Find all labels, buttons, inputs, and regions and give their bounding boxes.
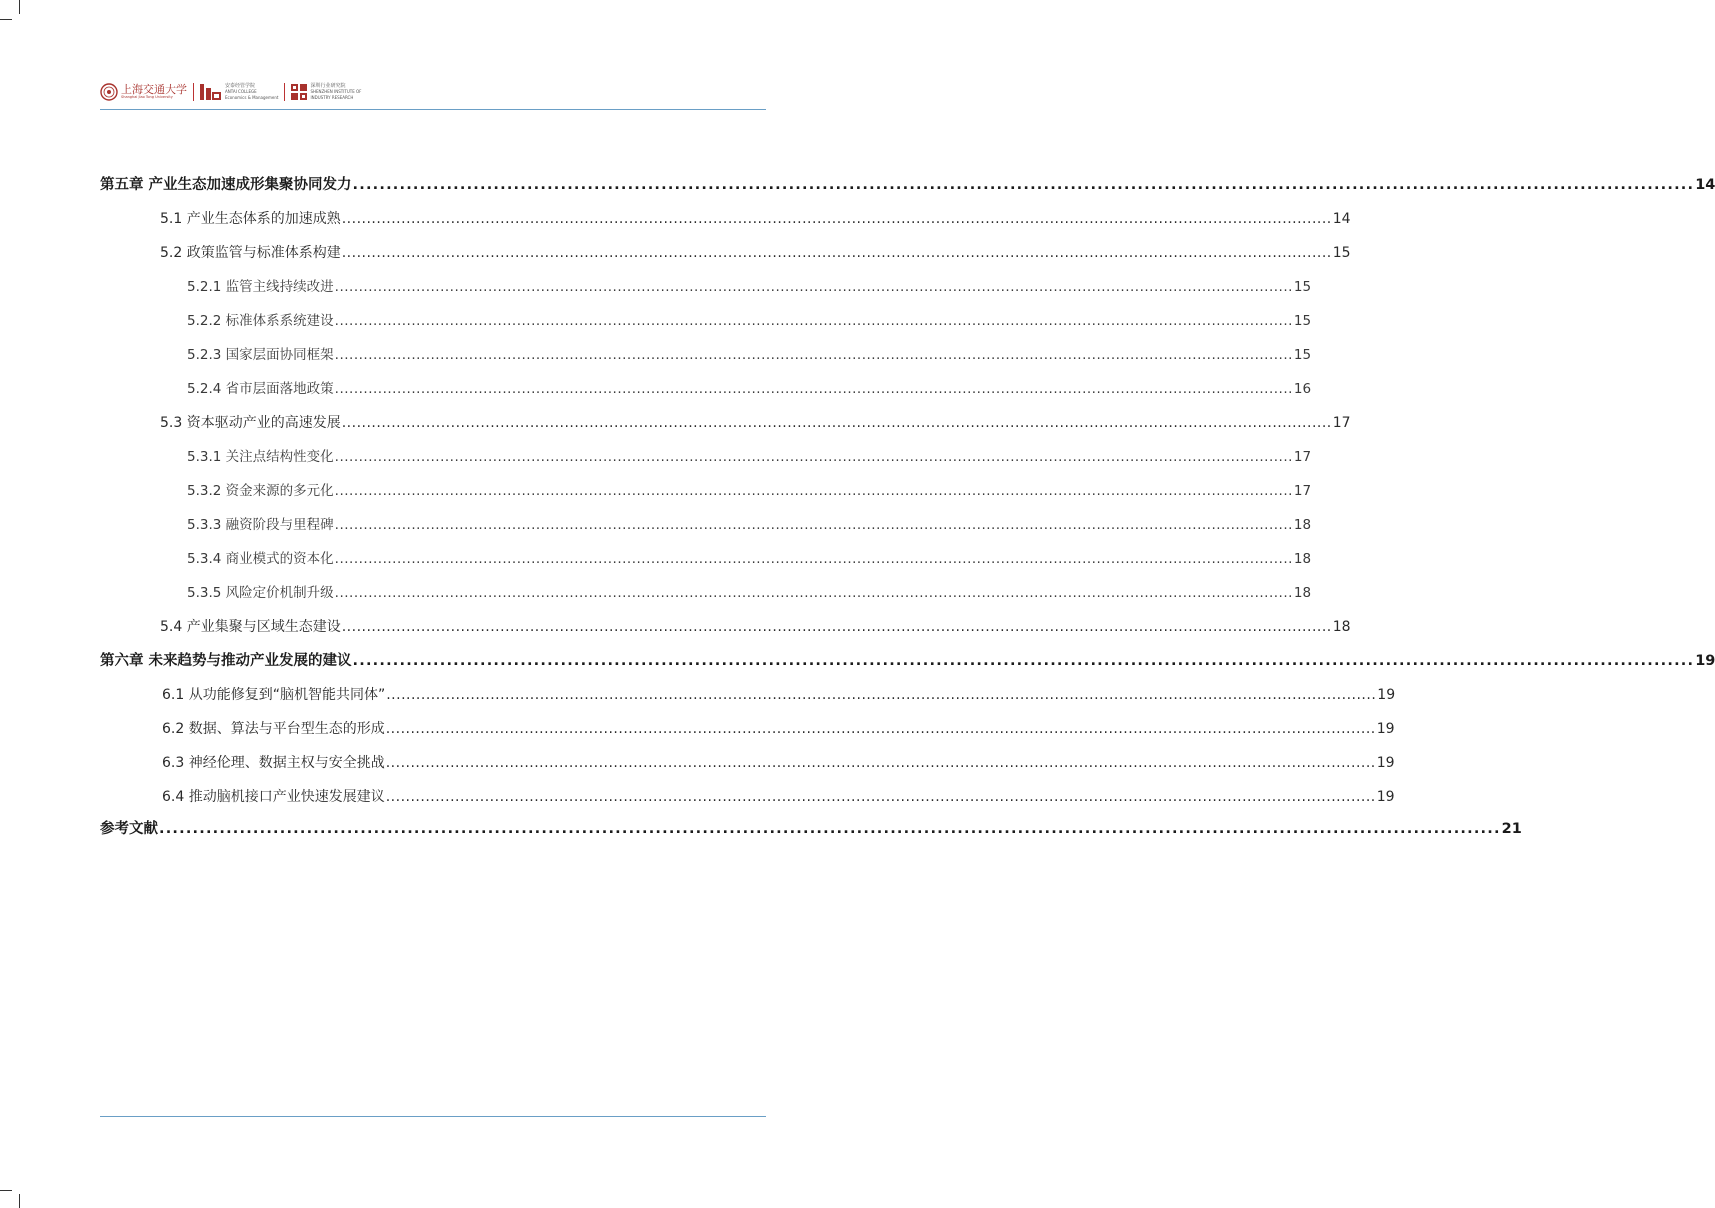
institute-name: 深圳行业研究院 (310, 82, 346, 89)
toc-entry-5-3[interactable] (160, 413, 1351, 433)
institute-logo (291, 83, 361, 101)
antai-logo (200, 83, 278, 101)
toc-leader-dots: ........................................................................................................................................................................................................ (341, 245, 1332, 261)
toc-entry-page: 16 (1293, 381, 1312, 397)
antai-name-en: ANTAI COLLEGE (225, 89, 257, 95)
toc-leader-dots: ........................................................................................................................................................................................................ (352, 177, 1695, 193)
toc-leader-dots: ........................................................................................................................................................................................................ (386, 687, 1377, 703)
toc-entry-label: 第五章 产业生态加速成形集聚协同发力 (100, 177, 352, 193)
toc-entry-5-2-4[interactable] (187, 379, 1312, 399)
toc-leader-dots: ........................................................................................................................................................................................................ (159, 821, 1501, 837)
toc-leader-dots: ........................................................................................................................................................................................................ (385, 755, 1376, 771)
toc-entry-5-2-3[interactable] (187, 345, 1312, 365)
sjtu-emblem-icon (100, 83, 118, 101)
footer-rule (100, 1116, 766, 1117)
toc-entry-label: 5.3 资本驱动产业的高速发展 (160, 415, 341, 431)
toc-entry-page: 14 (1695, 177, 1715, 193)
toc-entry-5-3-4[interactable] (187, 549, 1312, 569)
toc-leader-dots: ........................................................................................................................................................................................................ (334, 279, 1293, 295)
toc-entry-6-1[interactable] (162, 685, 1396, 705)
antai-name: 安泰经管学院 (225, 82, 256, 89)
toc-entry-label: 5.3.5 风险定价机制升级 (187, 585, 334, 601)
sjtu-name: 上海交通大学 (121, 83, 187, 97)
toc-entry-page: 19 (1376, 789, 1395, 805)
toc-entry-6-4[interactable] (162, 787, 1395, 807)
toc-entry-5-2-1[interactable] (187, 277, 1312, 297)
toc-entry-page: 18 (1293, 585, 1312, 601)
toc-entry-6-2[interactable] (162, 719, 1395, 739)
header-rule (100, 109, 766, 110)
toc-entry-label: 5.2.4 省市层面落地政策 (187, 381, 334, 397)
toc-entry-page: 15 (1293, 347, 1312, 363)
toc-leader-dots: ........................................................................................................................................................................................................ (334, 585, 1293, 601)
toc-entry-label: 参考文献 (100, 821, 158, 837)
toc-entry-page: 19 (1695, 653, 1715, 669)
sjtu-logo (100, 83, 187, 101)
crop-mark (0, 1190, 12, 1191)
header-logos (100, 80, 361, 104)
institute-logo-icon (291, 83, 307, 101)
toc-entry-label: 5.4 产业集聚与区域生态建设 (160, 619, 341, 635)
toc-entry-5-3-5[interactable] (187, 583, 1312, 603)
toc-entry-page: 17 (1332, 415, 1351, 431)
toc-leader-dots: ........................................................................................................................................................................................................ (334, 313, 1293, 329)
toc-entry-label: 5.3.2 资金来源的多元化 (187, 483, 334, 499)
toc-leader-dots: ........................................................................................................................................................................................................ (334, 347, 1293, 363)
toc-entry-5-2[interactable] (160, 243, 1351, 263)
toc-entry-label: 6.4 推动脑机接口产业快速发展建议 (162, 789, 385, 805)
toc-leader-dots: ........................................................................................................................................................................................................ (334, 551, 1293, 567)
toc-leader-dots: ........................................................................................................................................................................................................ (334, 517, 1293, 533)
toc-leader-dots: ........................................................................................................................................................................................................ (385, 789, 1376, 805)
logo-divider (193, 83, 194, 101)
toc-entry-5-3-2[interactable] (187, 481, 1312, 501)
toc-entry-page: 15 (1293, 313, 1312, 329)
toc-entry-page: 21 (1501, 821, 1522, 837)
toc-entry-page: 18 (1293, 517, 1312, 533)
logo-divider (284, 83, 285, 101)
sjtu-name-en: Shanghai Jiao Tong University (121, 95, 173, 100)
toc-entry-label: 6.1 从功能修复到“脑机智能共同体” (162, 687, 386, 703)
antai-logo-icon (200, 83, 222, 101)
toc-entry-page: 17 (1293, 449, 1312, 465)
institute-name-en: SHENZHEN INSTITUTE OF (310, 89, 362, 95)
toc-leader-dots: ........................................................................................................................................................................................................ (334, 483, 1293, 499)
toc-entry-5-4[interactable] (160, 617, 1351, 637)
toc-entry-label: 第六章 未来趋势与推动产业发展的建议 (100, 653, 352, 669)
toc-entry-page: 18 (1332, 619, 1351, 635)
institute-logo-text (310, 84, 361, 100)
toc-entry-label: 5.2 政策监管与标准体系构建 (160, 245, 341, 261)
crop-mark (19, 1194, 20, 1208)
toc-entry-label: 6.3 神经伦理、数据主权与安全挑战 (162, 755, 385, 771)
toc-entry-references[interactable] (100, 819, 1522, 839)
toc-entry-5-2-2[interactable] (187, 311, 1312, 331)
page-header (100, 78, 766, 110)
toc-entry-page: 14 (1332, 211, 1351, 227)
toc-entry-label: 5.3.1 关注点结构性变化 (187, 449, 334, 465)
toc-entry-label: 5.2.3 国家层面协同框架 (187, 347, 334, 363)
toc-entry-page: 15 (1293, 279, 1312, 295)
toc-entry-6-3[interactable] (162, 753, 1395, 773)
antai-logo-text (225, 84, 278, 100)
toc-entry-page: 15 (1332, 245, 1351, 261)
toc-entry-5-3-3[interactable] (187, 515, 1312, 535)
sjtu-logo-text (121, 84, 187, 100)
toc-entry-chapter-6[interactable] (100, 651, 1715, 671)
toc-entry-label: 5.3.4 商业模式的资本化 (187, 551, 334, 567)
toc-leader-dots: ........................................................................................................................................................................................................ (334, 381, 1293, 397)
toc-leader-dots: ........................................................................................................................................................................................................ (341, 415, 1332, 431)
institute-name-en-2: INDUSTRY RESEARCH (310, 94, 354, 100)
antai-name-en-2: Economics & Management (225, 94, 279, 100)
toc-entry-label: 5.1 产业生态体系的加速成熟 (160, 211, 341, 227)
toc-entry-5-3-1[interactable] (187, 447, 1312, 467)
toc-entry-page: 17 (1293, 483, 1312, 499)
crop-mark (19, 0, 20, 14)
toc-leader-dots: ........................................................................................................................................................................................................ (341, 619, 1332, 635)
toc-entry-page: 19 (1376, 755, 1395, 771)
toc-entry-page: 19 (1377, 687, 1396, 703)
toc-leader-dots: ........................................................................................................................................................................................................ (341, 211, 1332, 227)
toc-leader-dots: ........................................................................................................................................................................................................ (385, 721, 1376, 737)
toc-entry-label: 5.2.2 标准体系系统建设 (187, 313, 334, 329)
toc-entry-label: 6.2 数据、算法与平台型生态的形成 (162, 721, 385, 737)
toc-entry-page: 18 (1293, 551, 1312, 567)
toc-entry-chapter-5[interactable] (100, 175, 1715, 195)
toc-leader-dots: ........................................................................................................................................................................................................ (334, 449, 1293, 465)
crop-mark (0, 19, 12, 20)
toc-entry-label: 5.3.3 融资阶段与里程碑 (187, 517, 334, 533)
toc-leader-dots: ........................................................................................................................................................................................................ (352, 653, 1695, 669)
toc-entry-label: 5.2.1 监管主线持续改进 (187, 279, 334, 295)
toc-entry-page: 19 (1376, 721, 1395, 737)
toc-entry-5-1[interactable] (160, 209, 1351, 229)
